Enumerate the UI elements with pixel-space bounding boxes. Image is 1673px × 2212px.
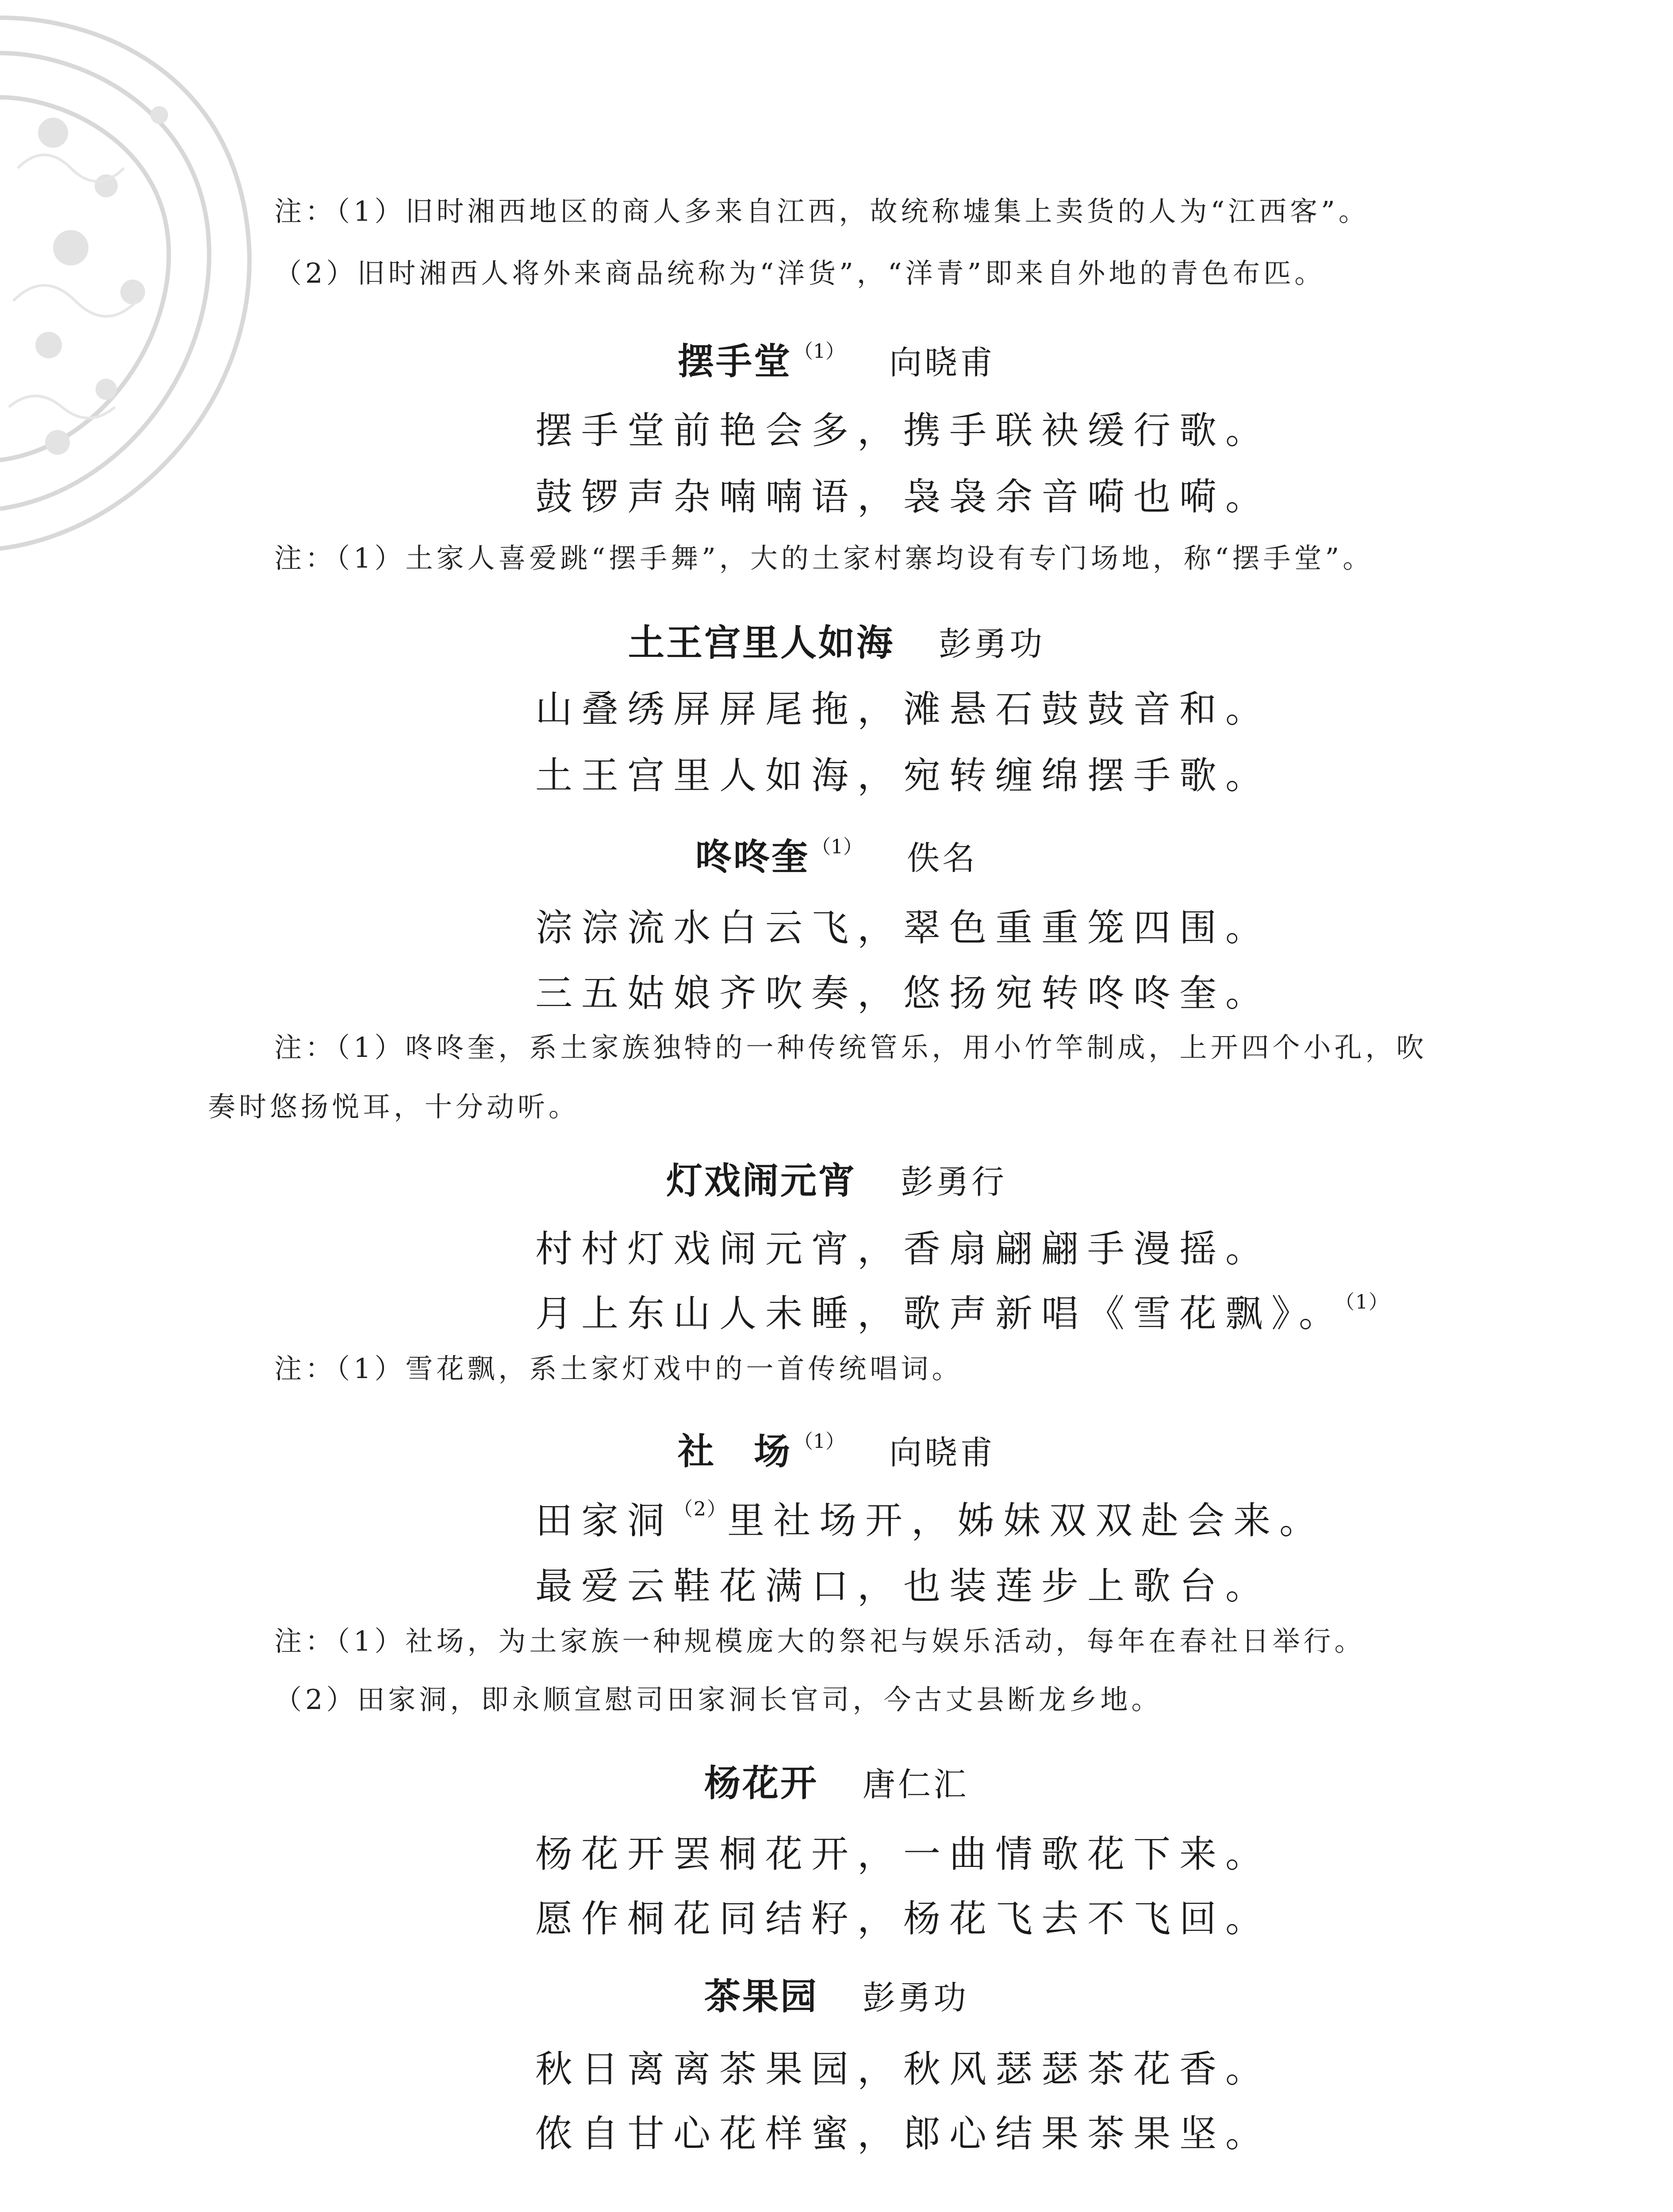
poem-line: 愿作桐花同结籽，杨花飞去不飞回。 bbox=[535, 1897, 1272, 1940]
poem-title: 土王宫里人如海 bbox=[628, 622, 894, 664]
poem-title: 社 场 bbox=[677, 1431, 792, 1473]
footnote: （2）田家洞，即永顺宣慰司田家洞长官司，今古丈县断龙乡地。 bbox=[274, 1683, 1163, 1716]
poem-line bbox=[535, 1491, 1325, 1544]
poem-line: 山叠绣屏屏尾拖，滩悬石鼓鼓音和。 bbox=[535, 687, 1272, 731]
poem-heading bbox=[0, 1152, 1673, 1204]
poem-heading bbox=[0, 333, 1673, 384]
poem-author: 唐仁汇 bbox=[863, 1766, 969, 1804]
footnote: 注：（1）土家人喜爱跳“摆手舞”，大的土家村寨均设有专门场地，称“摆手堂”。 bbox=[274, 542, 1374, 574]
poem-line: 村村灯戏闹元宵，香扇翩翩手漫摇。 bbox=[535, 1227, 1272, 1271]
poem-heading bbox=[0, 1755, 1673, 1806]
poem-line: 最爱云鞋花满口，也装莲步上歌台。 bbox=[535, 1564, 1272, 1608]
footnote-marker: （1） bbox=[1345, 1291, 1389, 1313]
poem-heading bbox=[0, 614, 1673, 666]
poem-heading bbox=[0, 1968, 1673, 2020]
footnote: 注：（1）社场，为土家族一种规模庞大的祭祀与娱乐活动，每年在春社日举行。 bbox=[274, 1625, 1366, 1657]
poem-line-text: 田家洞 bbox=[535, 1499, 674, 1542]
footnote-marker: （2） bbox=[673, 1498, 728, 1521]
footnote: 注：（1）雪花飘，系土家灯戏中的一首传统唱词。 bbox=[274, 1352, 963, 1385]
poem-title: 灯戏闹元宵 bbox=[666, 1160, 856, 1202]
poem-author: 彭勇功 bbox=[939, 625, 1045, 663]
poem-title: 摆手堂 bbox=[677, 341, 792, 383]
papercut-ornament bbox=[0, 0, 283, 557]
poem-line: 杨花开罢桐花开，一曲情歌花下来。 bbox=[535, 1832, 1272, 1876]
poem-author: 佚名 bbox=[907, 839, 978, 877]
poem-title: 咚咚奎 bbox=[695, 836, 810, 878]
poem-line: 鼓锣声杂喃喃语，袅袅余音嗬也嗬。 bbox=[535, 475, 1272, 518]
poem-line: 三五姑娘齐吹奏，悠扬宛转咚咚奎。 bbox=[535, 972, 1272, 1015]
footnote-marker: （1） bbox=[794, 340, 845, 363]
poem-line: 侬自甘心花样蜜，郎心结果茶果坚。 bbox=[535, 2112, 1272, 2155]
footnote-marker: （1） bbox=[811, 836, 863, 858]
poem-line: 摆手堂前艳会多，携手联袂缓行歌。 bbox=[535, 409, 1272, 452]
poem-author: 彭勇行 bbox=[901, 1163, 1007, 1201]
footnote-marker: （1） bbox=[794, 1430, 845, 1453]
footnote: （2）旧时湘西人将外来商品统称为“洋货”，“洋青”即来自外地的青色布匹。 bbox=[274, 257, 1326, 289]
poem-line-text: 里社场开，姊妹双双赴会来。 bbox=[727, 1499, 1326, 1542]
footnote-continued: 奏时悠扬悦耳，十分动听。 bbox=[208, 1091, 580, 1123]
poem-line-text: 月上东山人未睡，歌声新唱《雪花飘》。 bbox=[535, 1292, 1345, 1335]
poem-line: 淙淙流水白云飞，翠色重重笼四围。 bbox=[535, 906, 1272, 949]
poem-heading bbox=[0, 828, 1673, 880]
poem-line bbox=[535, 1284, 1389, 1337]
footnote: 注：（1）咚咚奎，系土家族独特的一种传统管乐，用小竹竿制成，上开四个小孔，吹 bbox=[274, 1031, 1427, 1064]
poem-line: 土王宫里人如海，宛转缠绵摆手歌。 bbox=[535, 754, 1272, 797]
poem-title: 杨花开 bbox=[704, 1763, 818, 1805]
poem-line: 秋日离离茶果园，秋风瑟瑟茶花香。 bbox=[535, 2047, 1272, 2091]
poem-author: 向晓甫 bbox=[889, 1434, 995, 1472]
footnote: 注：（1）旧时湘西地区的商人多来自江西，故统称墟集上卖货的人为“江西客”。 bbox=[274, 195, 1370, 227]
poem-heading bbox=[0, 1423, 1673, 1475]
poem-title: 茶果园 bbox=[704, 1976, 818, 2018]
poem-author: 彭勇功 bbox=[863, 1979, 969, 2017]
poem-author: 向晓甫 bbox=[889, 344, 995, 382]
